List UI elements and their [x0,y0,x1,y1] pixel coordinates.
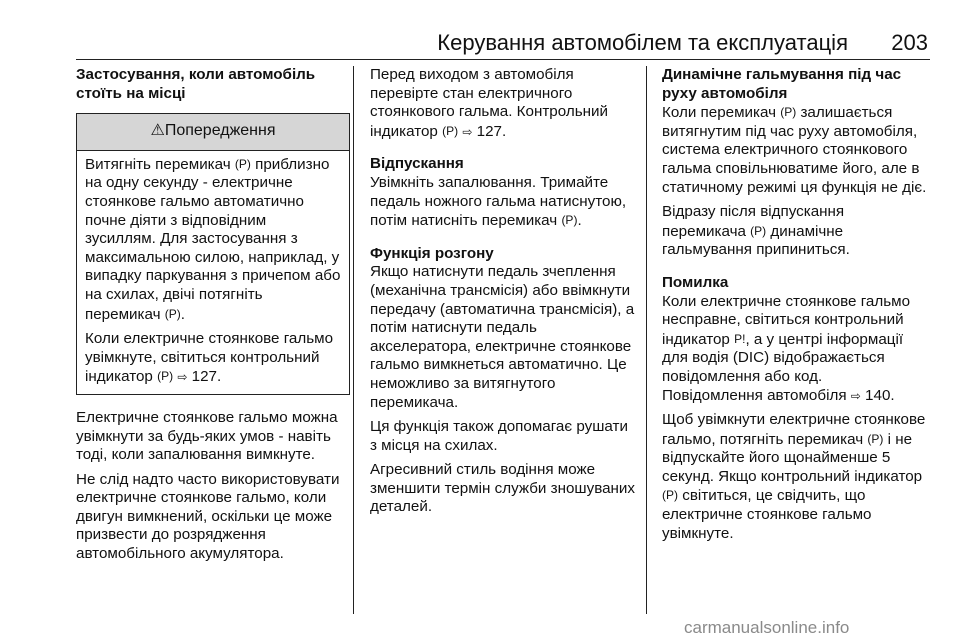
column-divider [353,66,354,614]
warning-paragraph [85,330,341,387]
page-header [76,28,930,60]
text: Повідомлення автомобіля [662,386,851,404]
text: Коли електричне стоянкове гальмо увімкнуте, світиться контрольний індикатор [85,330,334,386]
text: Коли перемикач [662,104,781,122]
warning-triangle-icon: ⚠ [150,122,165,140]
parking-brake-icon: (P) [867,431,884,446]
text: залишається витягнутим під час руху автомобіля, система електричного стоянкового гальма сповільнюватиме його, але в статичному режимі ця функція не діє. [662,104,927,196]
parking-brake-fault-icon: P! [734,331,746,346]
page-ref-arrow-icon: ⇨ [177,370,188,385]
text: . [180,305,185,323]
page-reference: 127. [472,122,507,140]
paragraph: Якщо натиснути педаль зчеплення (механічна трансмісія) або ввімкнути передачу (автоматична трансмісія), а потім натиснути педаль акселератора, електричне стоянкове гальмо вимкнеться автоматично. Це неможливо за витягнутого перемикача. [370,263,635,411]
paragraph: Ця функція також допомагає рушати з місця на схилах. [370,418,628,454]
text: Коли електричне стоянкове гальмо несправне, світиться контрольний індикатор [662,292,911,348]
paragraph [662,293,932,406]
text: приблизно на одну секунду - електричне стоянкове гальмо автоматично почне діяти з відповідним зусиллям. Для застосування з максимальною силою, наприклад, у випадку паркування з причепом або на схилах, двічі потягніть перемикач [85,155,341,323]
warning-title: Попередження [164,122,276,140]
text: світиться, це свідчить, що електричне стоянкове гальмо увімкнуте. [662,487,872,542]
page-ref-arrow-icon: ⇨ [850,388,861,403]
parking-brake-icon: (P) [157,369,174,384]
text: Відразу після відпускання перемикача [662,203,845,240]
paragraph: Не слід надто часто використовувати електричне стоянкове гальмо, коли двигун вимкнений, оскільки це може призвести до розрядження автомобільного акумулятора. [76,470,340,563]
warning-box [76,113,350,395]
parking-brake-icon: (P) [561,213,578,228]
warning-header [77,114,349,151]
paragraph: Електричне стоянкове гальмо можна увімкнути за будь-яких умов - навіть тоді, коли запалювання вимкнуте. [76,408,338,464]
column-3 [662,66,932,543]
column-2 [370,66,638,517]
text: . [577,212,582,230]
warning-body [77,151,349,394]
header-title: Керування автомобілем та експлуатація [437,30,848,55]
page-reference: 127. [187,368,222,386]
page-number: 203 [891,30,928,55]
page-ref-arrow-icon: ⇨ [462,124,473,139]
parking-brake-icon: (P) [234,156,251,171]
text: Щоб увімкнути електричне стоянкове гальмо, потягніть перемикач [662,411,926,448]
paragraph [662,411,932,543]
text: , а у центрі інформації для водія (DIC) відображається повідомлення або код. [662,330,904,385]
text: Витягніть перемикач [85,155,235,173]
paragraph [662,103,932,197]
text: Перед виходом з автомобіля перевірте стан електричного стоянкового гальма. Контрольний індикатор [370,66,608,140]
section-heading-release: Відпускання [370,155,464,173]
text: Увімкніть запалювання. Тримайте педаль ножного гальма натиснутою, потім натисніть перемикач [370,173,627,230]
column-1 [76,66,350,564]
section-heading-dynamic-braking: Динамічне гальмування під час руху автомобіля [662,66,902,102]
paragraph [370,174,638,231]
text: і не відпускайте його щонайменше 5 секунд. Якщо контрольний індикатор [662,430,923,485]
page-reference: 140. [860,386,895,404]
paragraph: Агресивний стиль водіння може зменшити термін служби зношуваних деталей. [370,461,636,516]
parking-brake-icon: (P) [780,105,797,120]
watermark: carmanualsonline.info [684,618,850,637]
paragraph [662,203,932,260]
text: динамічне гальмування припиниться. [662,222,850,259]
column-divider [646,66,647,614]
warning-paragraph [85,155,341,324]
parking-brake-icon: (P) [750,223,767,238]
section-heading-stationary: Застосування, коли автомобіль стоїть на місці [76,66,316,102]
section-heading-fault: Помилка [662,273,729,291]
section-heading-drive-away: Функція розгону [370,244,494,262]
parking-brake-icon: (P) [164,306,181,321]
parking-brake-icon: (P) [662,488,678,503]
parking-brake-icon: (P) [442,123,459,138]
paragraph [370,66,638,141]
